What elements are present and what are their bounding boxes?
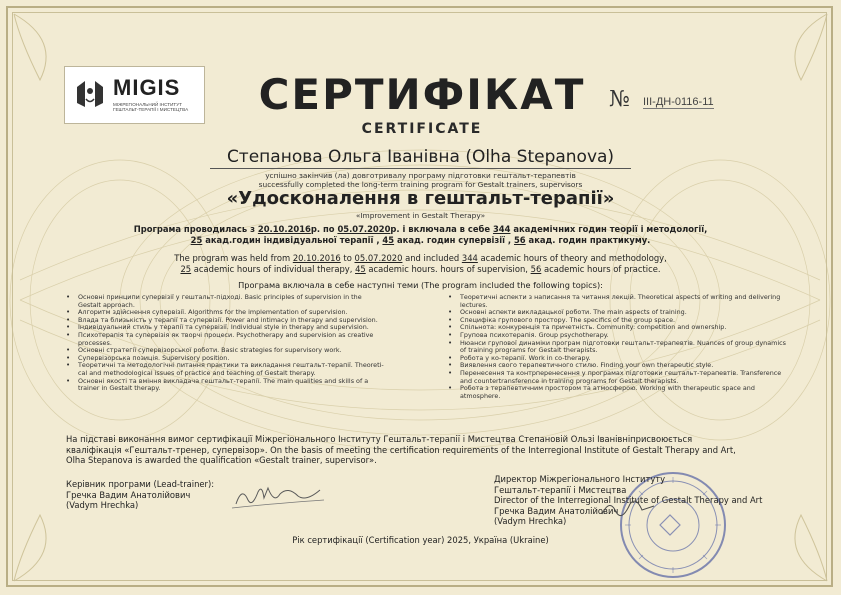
program-title-ua: «Удосконалення в гештальт-терапії»	[226, 188, 615, 209]
director-signature	[598, 494, 658, 524]
topics-heading: Програма включала в себе наступні теми (The program included the following topics):	[238, 280, 603, 290]
hours-ua-text-2: р. по	[310, 224, 338, 234]
hours-en-text-6: academic hours. hours of supervision,	[365, 263, 531, 274]
logo-subtitle: МІЖРЕГІОНАЛЬНИЙ ІНСТИТУТ ГЕШТАЛЬТ-ТЕРАПІЇ І МИСТЕЦТВА	[113, 102, 189, 113]
topic-item: • Спільнота: конкуренція та причетність. Community: competition and ownership.	[446, 324, 786, 332]
topic-item: • Специфіка групового простору. The specifics of the group space.	[446, 317, 786, 325]
hours-en-practice: 56	[530, 263, 542, 274]
name-underline	[210, 168, 631, 169]
director-role-ua-1: Директор Міжрегіонального Інституту	[494, 474, 666, 484]
hours-en-start: 20.10.2016	[292, 253, 341, 263]
lead-trainer-signature	[228, 478, 328, 514]
topic-item: • Влада та близькість у терапії та супервізії. Power and intimacy in therapy and supervision.	[64, 317, 384, 325]
lead-trainer-block	[66, 479, 214, 511]
certification-year: Рік сертифікації (Certification year) 2025, Україна (Ukraine)	[292, 535, 549, 545]
completed-en: successfully completed the long-term training program for Gestalt trainers, supervisors	[258, 180, 583, 189]
hours-ua-text-3: р. і включала в себе	[390, 224, 493, 234]
hours-en-text-2: to	[340, 253, 355, 263]
hours-en-individual: 25	[180, 263, 192, 274]
director-name-ua: Гречка Вадим Анатолійович	[494, 505, 619, 516]
hours-en-text-1: The program was held from	[174, 253, 293, 263]
certificate-subtitle: CERTIFICATE	[361, 121, 483, 137]
topic-item: • Перенесення та контрперенесення у програмах підготовки гештальт-терапевтів. Transference and countertransference in training programs for Gestalt therapists.	[446, 370, 786, 385]
director-role-en: Director of the Interregional Institute of Gestalt Therapy and Art	[494, 495, 763, 506]
topic-item: • Індивідуальний стиль у терапії та супервізії. Individual style in therapy and supervision.	[64, 324, 384, 332]
topic-item: • Робота у ко-терапії. Work in co-therapy.	[446, 355, 786, 363]
lead-trainer-name-en: (Vadym Hrechka)	[66, 500, 139, 511]
hours-ua-practice: 56	[513, 234, 526, 245]
topic-item: • Алгоритм здійснення супервізії. Algorithms for the implementation of supervision.	[64, 309, 384, 317]
hours-ua-text-5: акад.годин індивідуальної терапії ,	[202, 234, 383, 245]
topic-item: • Основні принципи супервізії у гештальт-підході. Basic principles of supervision in the Gestalt approach.	[64, 294, 384, 309]
topic-item: • Нюанси групової динаміки програм підготовки гештальт-терапевтів. Nuances of group dynamics of training programs for Gestalt therapists.	[446, 340, 786, 355]
lead-trainer-role: Керівник програми (Lead-trainer):	[66, 479, 215, 489]
hours-ua-text-1: Програма проводилась з	[133, 224, 258, 234]
number-sign: №	[609, 87, 630, 112]
director-role-ua-2: Гештальт-терапії і Мистецтва	[494, 484, 627, 495]
program-title-en: «Improvement in Gestalt Therapy»	[355, 211, 486, 220]
topic-item: • Психотерапія та супервізія як творчі процеси. Psychotherapy and supervision as creative processes.	[64, 332, 384, 347]
topic-item: • Теоретичні аспекти з написання та читання лекцій. Theoretical aspects of writing and delivering lectures.	[446, 294, 786, 309]
topics-right-list	[446, 294, 786, 400]
hours-en-end: 05.07.2020	[354, 253, 403, 263]
qualification-line: На підставі виконання вимог сертифікації Міжрегіонального Інституту Гештальт-терапії і Мистецтва Степановій Ользі Іванівніприсвоюється	[66, 434, 693, 444]
certificate-title: СЕРТИФІКАТ	[258, 70, 586, 119]
hours-en-text-5: academic hours of individual therapy,	[191, 263, 356, 274]
topic-item: • Супервізорська позиція. Supervisory position.	[64, 355, 384, 363]
hours-ua-individual: 25	[190, 234, 203, 245]
hours-ua-start: 20.10.2016	[257, 224, 311, 234]
lead-trainer-name-ua: Гречка Вадим Анатолійович	[66, 489, 191, 500]
recipient-name: Степанова Ольга Іванівна (Olha Stepanova)	[226, 147, 615, 167]
topic-item: • Робота з терапевтичним простором та атмосферою. Working with therapeutic space and atmosphere.	[446, 385, 786, 400]
hours-en-text-4: academic hours of theory and methodology,	[477, 253, 667, 263]
logo-mark-icon	[75, 77, 105, 111]
hours-ua-text-4: академічних годин теорії і методології,	[510, 224, 708, 234]
director-name-en: (Vadym Hrechka)	[494, 516, 567, 527]
topic-item: • Основні стратегії супервізорської роботи. Basic strategies for supervisory work.	[64, 347, 384, 355]
hours-ua-text-6: акад. годин супервізії ,	[394, 234, 514, 245]
hours-ua-end: 05.07.2020	[337, 224, 391, 234]
completed-ua: успішно закінчив (ла) довготривалу програму підготовки гештальт-терапевтів	[265, 171, 576, 180]
hours-ua	[80, 224, 761, 245]
topic-item: • Групова психотерапія. Group psychotherapy.	[446, 332, 786, 340]
hours-en-theory: 344	[461, 253, 478, 263]
hours-en-supervision: 45	[355, 263, 366, 274]
qualification-line: кваліфікація «Гештальт-тренер, супервізор». On the basis of meeting the certification requirements of the Interregional Institute of Gestalt Therapy and Art,	[66, 444, 736, 455]
topics-left-list	[64, 294, 384, 393]
logo-name: MIGIS	[113, 75, 181, 100]
certificate-number: ІІІ-ДН-0116-11	[643, 96, 714, 108]
qualification-line: Olha Stepanova is awarded the qualification «Gestalt trainer, supervisor».	[66, 455, 377, 466]
hours-en-text-7: academic hours of practice.	[541, 263, 661, 274]
topic-item: • Теоретичні та методологічні питання практики та викладання гештальт-терапії. Theoreti-cal and methodological issues of practice and teaching of Gestalt therapy.	[64, 362, 384, 377]
hours-ua-theory: 344	[492, 224, 511, 234]
hours-ua-supervision: 45	[382, 234, 395, 245]
hours-en	[80, 253, 761, 274]
hours-ua-text-7: акад. годин практикуму.	[525, 234, 651, 245]
topic-item: • Виявлення свого терапевтичного стилю. Finding your own therapeutic style.	[446, 362, 786, 370]
institute-logo	[64, 66, 205, 124]
hours-en-text-3: and included	[402, 253, 462, 263]
topic-item: • Основні якості та вміння викладача гештальт-терапії. The main qualities and skills of a trainer in Gestalt therapy.	[64, 378, 384, 393]
qualification-statement	[66, 434, 778, 466]
topic-item: • Основні аспекти викладацької роботи. The main aspects of training.	[446, 309, 786, 317]
